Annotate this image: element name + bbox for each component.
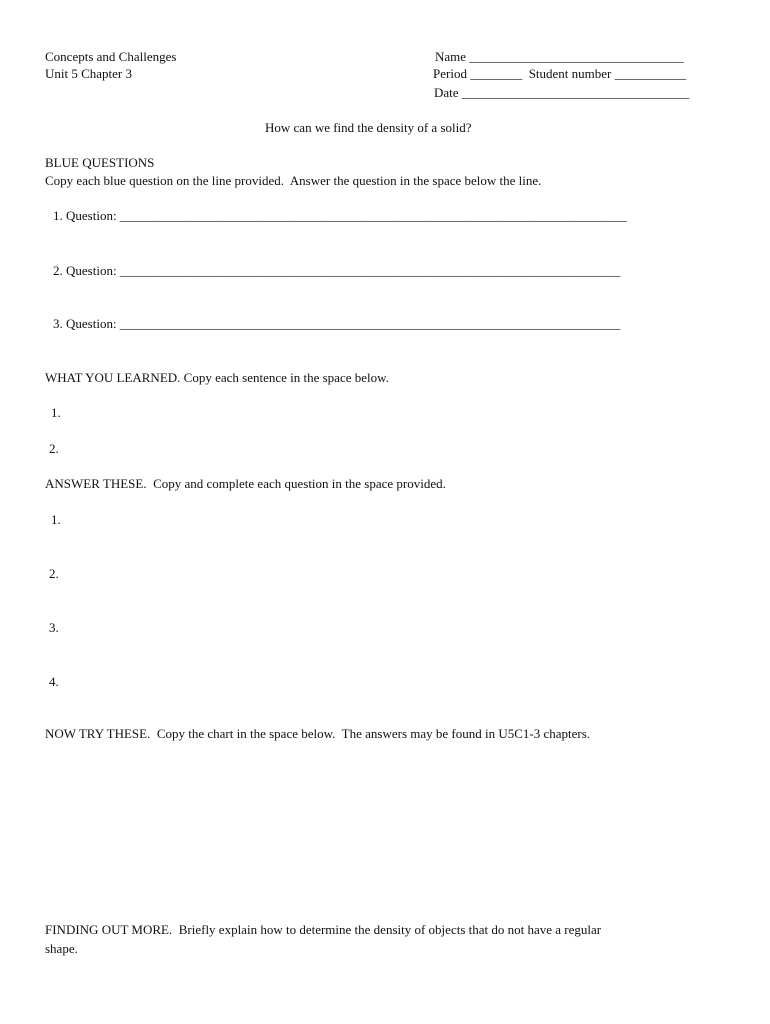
worksheet-title: How can we find the density of a solid?	[265, 120, 472, 135]
date-field-line: Date ___________________________________	[434, 85, 690, 100]
blue-question-line-1: 1. Question: ______________________________________________________________________________	[53, 208, 627, 223]
learned-item-1: 1.	[51, 405, 61, 420]
answer-these-heading: ANSWER THESE. Copy and complete each question in the space provided.	[45, 476, 446, 491]
finding-out-more-line-2: shape.	[45, 941, 78, 956]
finding-out-more-line-1: FINDING OUT MORE. Briefly explain how to determine the density of objects that do not have a regular	[45, 922, 602, 937]
learned-item-2: 2.	[49, 441, 59, 456]
blue-question-line-2: 2. Question: _____________________________________________________________________________	[53, 263, 621, 278]
answer-item-2: 2.	[49, 566, 59, 581]
unit-chapter: Unit 5 Chapter 3	[45, 66, 133, 81]
answer-item-3: 3.	[49, 620, 59, 635]
blue-questions-instructions: Copy each blue question on the line provided. Answer the question in the space below the line.	[45, 173, 542, 188]
now-try-these-heading: NOW TRY THESE. Copy the chart in the space below. The answers may be found in U5C1-3 chapters.	[45, 726, 591, 741]
answer-item-1: 1.	[51, 512, 61, 527]
name-field-line: Name _________________________________	[435, 49, 684, 64]
blue-questions-heading: BLUE QUESTIONS	[45, 155, 155, 170]
course-title: Concepts and Challenges	[45, 49, 177, 64]
period-student-number-line: Period ________ Student number ___________	[433, 66, 687, 81]
blue-question-line-3: 3. Question: _____________________________________________________________________________	[53, 316, 621, 331]
answer-item-4: 4.	[49, 674, 59, 689]
what-you-learned-heading: WHAT YOU LEARNED. Copy each sentence in the space below.	[45, 370, 389, 385]
